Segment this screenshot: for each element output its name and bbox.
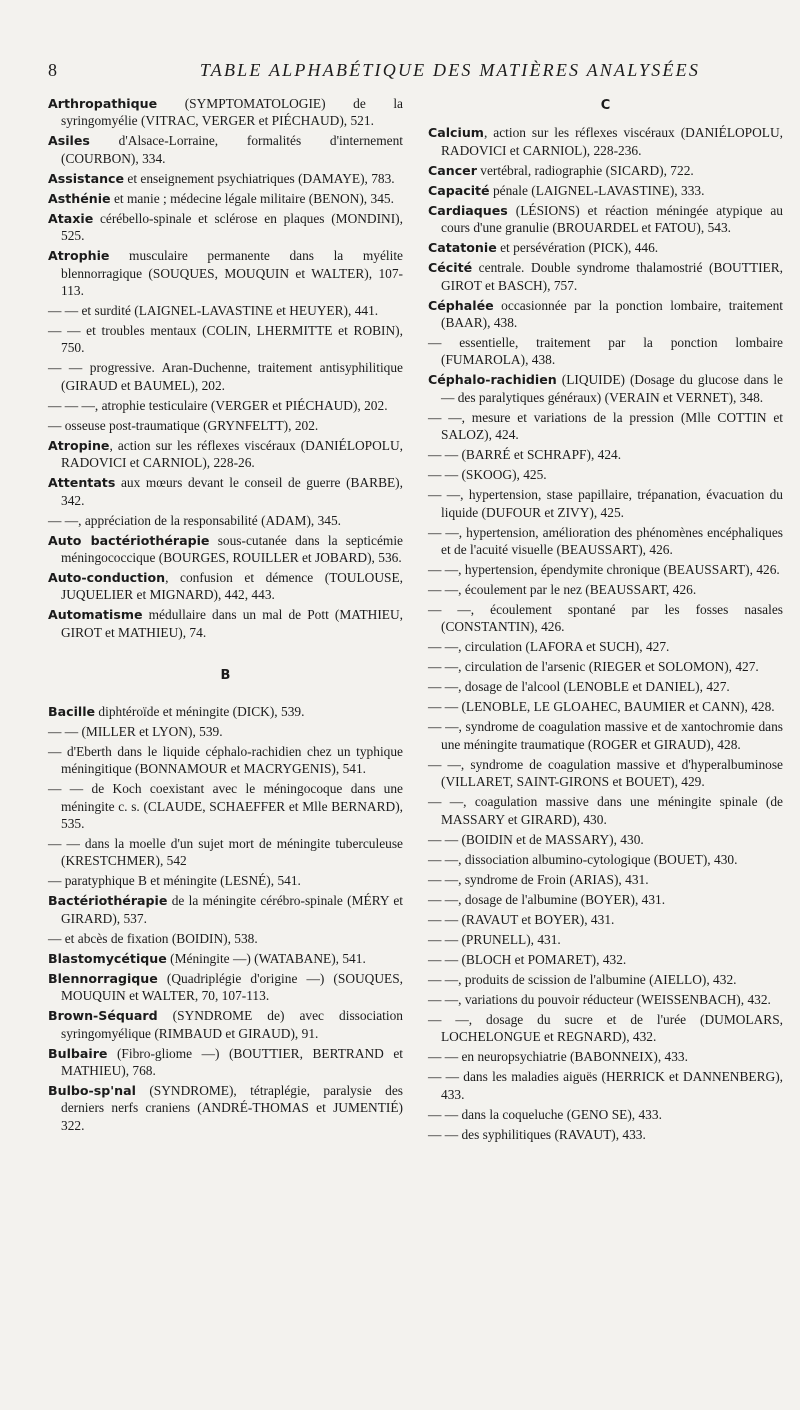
index-entry	[428, 1011, 783, 1046]
index-entry	[428, 259, 783, 294]
entry-text: (Quadriplégie d'origine —) (SOUQUES, MOUQUIN et WALTER, 70, 107-113.	[61, 970, 403, 1004]
entry-heading: Ataxie	[48, 210, 94, 226]
entry-heading: Auto bactériothérapie	[48, 532, 210, 548]
index-entry	[428, 162, 783, 179]
entry-heading: Cancer	[428, 162, 477, 178]
entry-text: — —, hypertension, stase papillaire, trépanation, évacuation du liquide (DUFOUR et ZIVY), 425.	[428, 487, 783, 520]
entry-text: — —, dissociation albumino-cytologique (BOUET), 430.	[428, 851, 738, 867]
entry-text: — — (BARRÉ et SCHRAPF), 424.	[428, 447, 622, 463]
index-entry	[48, 512, 403, 529]
entry-text: — d'Eberth dans le liquide céphalo-rachidien chez un typhique méningitique (BONNAMOUR et MACRYGENIS), 541.	[48, 743, 403, 777]
entry-text: — —, produits de scission de l'albumine (AIELLO), 432.	[428, 971, 737, 987]
entry-list-b	[48, 703, 403, 1134]
entry-heading: Bulbaire	[48, 1045, 108, 1061]
entry-text: — —, coagulation massive dans une méningite spinale (de MASSARY et GIRARD), 430.	[428, 794, 783, 827]
section-heading-c: C	[600, 98, 611, 113]
index-entry	[48, 1007, 403, 1042]
entry-text: pénale (LAIGNEL-LAVASTINE), 333.	[489, 182, 705, 198]
index-entry	[48, 743, 403, 778]
entry-heading: Blennorragique	[48, 970, 158, 986]
index-entry	[428, 1106, 783, 1123]
entry-text: — — (BOIDIN et de MASSARY), 430.	[428, 831, 644, 847]
index-entry	[428, 124, 783, 159]
index-entry	[428, 561, 783, 578]
entry-heading: Assistance	[48, 170, 125, 186]
entry-text: — — en neuropsychiatrie (BABONNEIX), 433.	[428, 1049, 688, 1065]
index-entry	[428, 581, 783, 598]
index-entry	[428, 182, 783, 199]
entry-text: — — des syphilitiques (RAVAUT), 433.	[428, 1126, 646, 1142]
index-entry	[428, 466, 783, 483]
entry-heading: Atrophie	[48, 248, 110, 264]
entry-heading: Céphalo-rachidien	[428, 372, 557, 388]
entry-text: — —, variations du pouvoir réducteur (WEISSENBACH), 432.	[428, 991, 771, 1007]
left-column	[48, 95, 403, 1137]
entry-text: — —, dosage du sucre et de l'urée (DUMOLARS, LOCHELONGUE et REGNARD), 432.	[428, 1011, 783, 1045]
index-entry	[428, 911, 783, 928]
entry-text: occasionnée par la ponction lombaire, traitement (BAAR), 438.	[441, 297, 783, 331]
index-entry	[48, 247, 403, 299]
index-entry	[48, 302, 403, 319]
entry-text: — —, syndrome de coagulation massive et d'hyperalbuminose (VILLARET, SAINT-GIRONS et BOUET), 429.	[428, 756, 783, 790]
index-entry	[48, 417, 403, 434]
index-entry	[48, 132, 403, 167]
entry-heading: Atropine	[48, 437, 110, 453]
entry-text: — paratyphique B et méningite (LESNÉ), 541.	[48, 873, 301, 889]
entry-heading: Bactériothérapie	[48, 893, 168, 909]
entry-text: — —, mesure et variations de la pression (Mlle COTTIN et SALOZ), 424.	[428, 409, 783, 443]
right-column	[428, 95, 783, 1146]
entry-text: et enseignement psychiatriques (DAMAYE), 783.	[124, 170, 395, 186]
entry-text: musculaire permanente dans la myélite blennorragique (SOUQUES, MOUQUIN et WALTER), 107-113.	[61, 248, 403, 299]
entry-text: (Méningite —) (WATABANE), 541.	[166, 950, 366, 966]
index-entry	[48, 1082, 403, 1134]
entry-text: — —, appréciation de la responsabilité (ADAM), 345.	[48, 512, 342, 528]
index-entry	[428, 831, 783, 848]
index-entry	[428, 1048, 783, 1065]
entry-heading: Arthropathique	[48, 96, 158, 111]
entry-text: et persévération (PICK), 446.	[496, 240, 659, 256]
index-entry	[428, 658, 783, 675]
entry-list-c	[428, 124, 783, 1143]
entry-text: (SYMPTOMATOLOGIE) de la syringomyélie (VITRAC, VERGER et PIÉCHAUD), 521.	[61, 96, 403, 129]
index-entry	[428, 756, 783, 791]
index-entry	[428, 718, 783, 753]
entry-text: — —, circulation de l'arsenic (RIEGER et SOLOMON), 427.	[428, 659, 759, 675]
entry-text: — essentielle, traitement par la ponction lombaire (FUMAROLA), 438.	[428, 335, 783, 368]
index-entry	[48, 606, 403, 641]
index-entry	[48, 892, 403, 927]
index-entry	[48, 703, 403, 720]
entry-heading: Céphalée	[428, 297, 494, 313]
entry-text: cérébello-spinale et sclérose en plaques (MONDINI), 525.	[61, 210, 403, 244]
entry-heading: Auto-conduction	[48, 570, 166, 586]
entry-text: — — dans la coqueluche (GENO SE), 433.	[428, 1106, 662, 1122]
index-entry	[428, 891, 783, 908]
index-entry	[428, 698, 783, 715]
index-entry	[428, 991, 783, 1008]
entry-heading: Cardiaques	[428, 202, 508, 218]
entry-heading: Blastomycétique	[48, 950, 167, 966]
entry-text: d'Alsace-Lorraine, formalités d'internement (COURBON), 334.	[61, 133, 403, 166]
index-entry	[428, 1068, 783, 1103]
index-entry	[48, 474, 403, 509]
index-entry	[428, 793, 783, 828]
entry-heading: Bulbo-sp'nal	[48, 1082, 136, 1098]
index-entry	[48, 170, 403, 187]
entry-heading: Capacité	[428, 182, 490, 198]
index-entry	[428, 1126, 783, 1143]
index-entry	[428, 951, 783, 968]
entry-heading: Asiles	[48, 133, 90, 149]
index-entry	[428, 239, 783, 256]
entry-text: — —, hypertension, amélioration des phénomènes encéphaliques et de l'acuité visuelle (BEAUSSART), 426.	[428, 524, 783, 558]
entry-heading: Bacille	[48, 703, 96, 719]
entry-heading: Calcium	[428, 125, 484, 141]
entry-text: — — (MILLER et LYON), 539.	[48, 723, 223, 739]
section-heading-b: B	[220, 668, 231, 684]
entry-text: aux mœurs devant le conseil de guerre (BARBE), 342.	[61, 475, 403, 508]
entry-text: (LÉSIONS) et réaction méningée atypique au cours d'une granulie (BROUARDEL et FATOU), 543.	[441, 202, 783, 236]
entry-text: — — (PRUNELL), 431.	[428, 931, 561, 947]
entry-text: , confusion et démence (TOULOUSE, JUQUELIER et MIGNARD), 442, 443.	[61, 570, 403, 603]
entry-text: — osseuse post-traumatique (GRYNFELTT), 202.	[48, 417, 319, 433]
entry-text: — — de Koch coexistant avec le méningocoque dans une méningite c. s. (CLAUDE, SCHAEFFER et Mlle BERNARD), 535.	[48, 781, 403, 831]
page-header	[36, 60, 764, 92]
index-entry	[48, 359, 403, 394]
index-entry	[48, 210, 403, 245]
entry-heading: Attentats	[48, 475, 116, 491]
entry-text: médullaire dans un mal de Pott (MATHIEU, GIROT et MATHIEU), 74.	[61, 607, 403, 640]
index-entry	[428, 678, 783, 695]
index-entry	[428, 524, 783, 559]
index-entry	[48, 835, 403, 870]
entry-text: — —, circulation (LAFORA et SUCH), 427.	[428, 639, 670, 655]
entry-text: — — dans les maladies aiguës (HERRICK et DANNENBERG), 433.	[428, 1069, 783, 1102]
index-entry	[48, 532, 403, 567]
entry-text: , action sur les réflexes viscéraux (DANIÉLOPOLU, RADOVICI et CARNIOL), 228-26.	[61, 437, 403, 471]
entry-text: — —, syndrome de coagulation massive et de xantochromie dans une méningite traumatique (ROGER et GIRAUD), 428.	[428, 719, 783, 752]
entry-text: , action sur les réflexes viscéraux (DANIÉLOPOLU, RADOVICI et CARNIOL), 228-236.	[441, 125, 783, 158]
index-entry	[428, 871, 783, 888]
index-entry	[428, 334, 783, 369]
entry-heading: Cécité	[428, 260, 473, 276]
index-entry	[428, 297, 783, 332]
entry-text: (SYNDROME), tétraplégie, paralysie des derniers nerfs craniens (ANDRÉ-THOMAS et JUMENTIÉ) 322.	[61, 1082, 403, 1133]
index-entry	[48, 930, 403, 947]
entry-heading: Brown-Séquard	[48, 1008, 158, 1024]
entry-text: — — (BLOCH et POMARET), 432.	[428, 951, 627, 967]
index-entry	[428, 446, 783, 463]
index-entry	[428, 486, 783, 521]
index-entry	[428, 851, 783, 868]
index-entry	[48, 437, 403, 472]
running-title: TABLE ALPHABÉTIQUE DES MATIÈRES ANALYSÉES	[199, 60, 701, 80]
page-number: 8	[48, 60, 57, 80]
index-entry	[48, 723, 403, 740]
entry-text: — —, écoulement spontané par les fosses nasales (CONSTANTIN), 426.	[428, 602, 783, 635]
entry-text: vertébral, radiographie (SICARD), 722.	[476, 162, 694, 178]
index-entry	[48, 872, 403, 889]
entry-text: — —, dosage de l'alcool (LENOBLE et DANIEL), 427.	[428, 679, 730, 695]
index-entry	[48, 95, 403, 130]
entry-text: (Fibro-gliome —) (BOUTTIER, BERTRAND et MATHIEU), 768.	[61, 1045, 403, 1078]
index-entry	[48, 190, 403, 207]
index-entry	[48, 1045, 403, 1080]
index-entry	[428, 931, 783, 948]
entry-text: (LIQUIDE) (Dosage du glucose dans le — des paralytiques généraux) (VERAIN et VERNET), 348.	[441, 372, 783, 405]
entry-text: — — (SKOOG), 425.	[428, 467, 547, 483]
index-entry	[428, 409, 783, 444]
entry-heading: Catatonie	[428, 240, 497, 256]
entry-text: — et abcès de fixation (BOIDIN), 538.	[48, 930, 258, 946]
index-entry	[48, 569, 403, 604]
index-entry	[48, 397, 403, 414]
entry-text: (SYNDROME de) avec dissociation syringomyélique (RIMBAUD et GIRAUD), 91.	[61, 1008, 403, 1041]
entry-text: — — et surdité (LAIGNEL-LAVASTINE et HEUYER), 441.	[48, 303, 379, 319]
entry-text: — —, hypertension, épendymite chronique (BEAUSSART), 426.	[428, 562, 780, 578]
entry-text: — — (LENOBLE, LE GLOAHEC, BAUMIER et CANN), 428.	[428, 699, 775, 715]
entry-list-a	[48, 95, 403, 641]
entry-text: — — —, atrophie testiculaire (VERGER et PIÉCHAUD), 202.	[48, 397, 388, 413]
entry-text: diphtéroïde et méningite (DICK), 539.	[95, 703, 305, 719]
entry-text: — —, dosage de l'albumine (BOYER), 431.	[428, 891, 666, 907]
entry-text: sous-cutanée dans la septicémie méningococcique (BOURGES, ROUILLER et JOBARD), 536.	[61, 532, 403, 566]
entry-heading: Automatisme	[48, 607, 143, 623]
entry-text: de la méningite cérébro-spinale (MÉRY et GIRARD), 537.	[61, 893, 403, 926]
index-entry	[428, 202, 783, 237]
index-entry	[48, 970, 403, 1005]
entry-text: — —, syndrome de Froin (ARIAS), 431.	[428, 871, 649, 887]
entry-text: et manie ; médecine légale militaire (BENON), 345.	[110, 190, 394, 206]
index-entry	[48, 780, 403, 832]
index-entry	[48, 950, 403, 967]
index-entry	[428, 371, 783, 406]
entry-text: — — et troubles mentaux (COLIN, LHERMITTE et ROBIN), 750.	[48, 323, 403, 356]
entry-text: — — progressive. Aran-Duchenne, traitement antisyphilitique (GIRAUD et BAUMEL), 202.	[48, 360, 403, 393]
index-entry	[428, 601, 783, 636]
index-entry	[48, 322, 403, 357]
entry-text: — — dans la moelle d'un sujet mort de méningite tuberculeuse (KRESTCHMER), 542	[48, 835, 403, 869]
entry-text: — —, écoulement par le nez (BEAUSSART, 426.	[428, 582, 697, 598]
entry-heading: Asthénie	[48, 190, 111, 206]
index-entry	[428, 638, 783, 655]
entry-text: — — (RAVAUT et BOYER), 431.	[428, 911, 615, 927]
entry-text: centrale. Double syndrome thalamostrié (BOUTTIER, GIROT et BASCH), 757.	[441, 260, 783, 293]
index-entry	[428, 971, 783, 988]
